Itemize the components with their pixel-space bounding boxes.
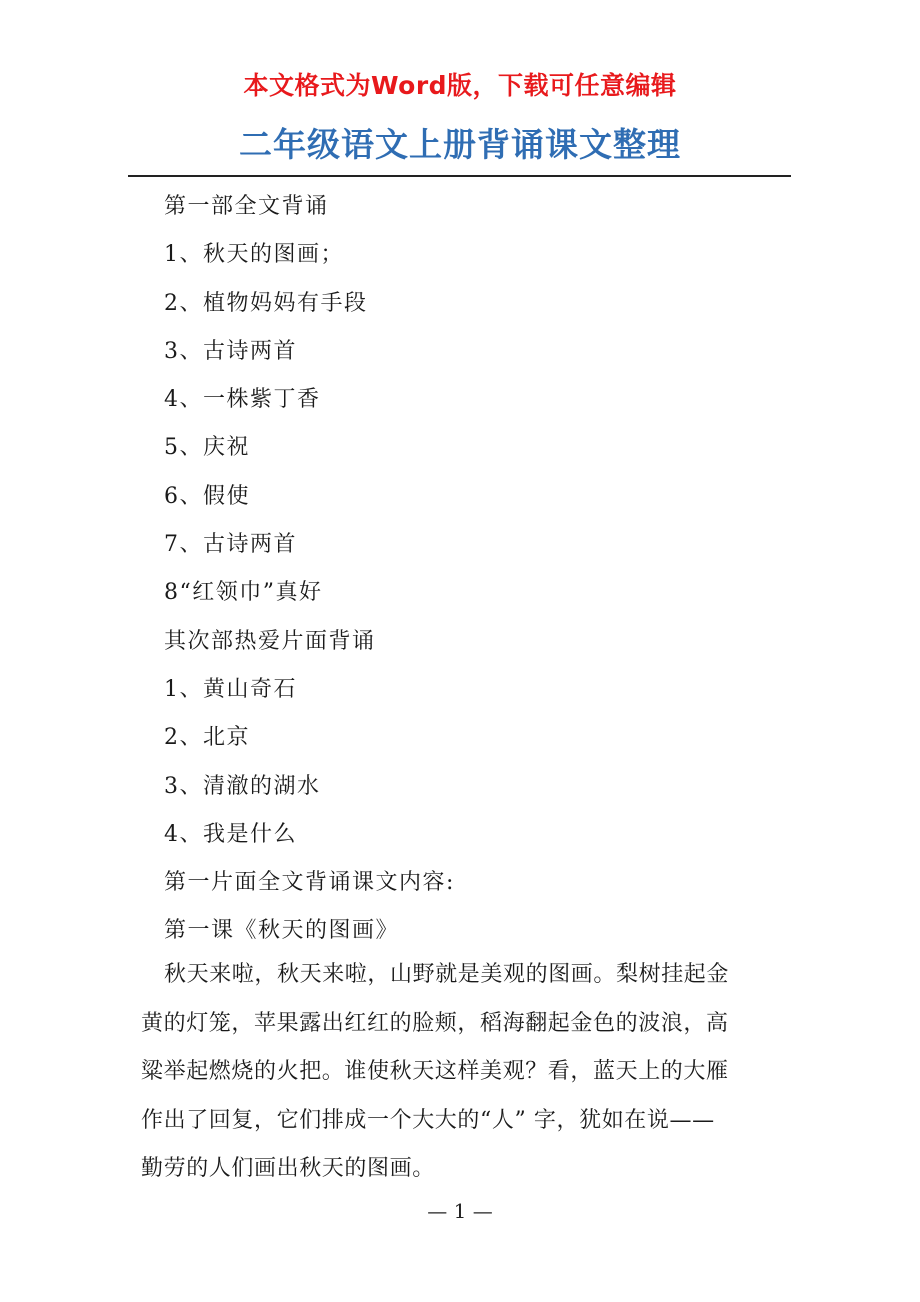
list-item: 4、一株紫丁香 bbox=[164, 387, 321, 413]
paragraph-line: 秋天来啦，秋天来啦，山野就是美观的图画。梨树挂起金 bbox=[164, 962, 730, 987]
list-item: 6、假使 bbox=[164, 483, 250, 509]
list-item: 1、秋天的图画； bbox=[164, 242, 344, 268]
list-item: 8“红领巾”真好 bbox=[164, 580, 323, 606]
paragraph-line: 粱举起燃烧的火把。谁使秋天这样美观？看，蓝天上的大雁 bbox=[141, 1059, 729, 1084]
title-divider bbox=[128, 175, 791, 177]
list-item: 5、庆祝 bbox=[164, 435, 250, 461]
outline-list bbox=[164, 183, 784, 956]
list-item: 第一部全文背诵 bbox=[164, 194, 329, 219]
list-item: 2、植物妈妈有手段 bbox=[164, 290, 368, 316]
lesson-paragraph bbox=[141, 951, 783, 1194]
paragraph-line: 黄的灯笼，苹果露出红红的脸颊，稻海翻起金色的波浪，高 bbox=[141, 1010, 729, 1036]
paragraph-line: 勤劳的人们画出秋天的图画。 bbox=[141, 1156, 435, 1181]
list-item: 7、古诗两首 bbox=[164, 532, 297, 558]
list-item: 第一课《秋天的图画》 bbox=[164, 918, 400, 944]
list-item: 3、古诗两首 bbox=[164, 338, 297, 364]
document-title: 二年级语文上册背诵课文整理 bbox=[239, 125, 681, 164]
list-item: 3、清澈的湖水 bbox=[164, 773, 321, 799]
page-number: — 1 — bbox=[427, 1199, 493, 1223]
list-item: 其次部热爱片面背诵 bbox=[164, 628, 376, 654]
list-item: 1、黄山奇石 bbox=[164, 676, 297, 702]
list-item: 第一片面全文背诵课文内容: bbox=[164, 870, 455, 896]
paragraph-line: 作出了回复，它们排成一个大大的“人” 字，犹如在说—— bbox=[141, 1107, 715, 1133]
list-item: 2、北京 bbox=[164, 725, 250, 751]
format-notice-banner: 本文格式为Word版，下载可任意编辑 bbox=[243, 71, 677, 100]
list-item: 4、我是什么 bbox=[164, 821, 297, 847]
